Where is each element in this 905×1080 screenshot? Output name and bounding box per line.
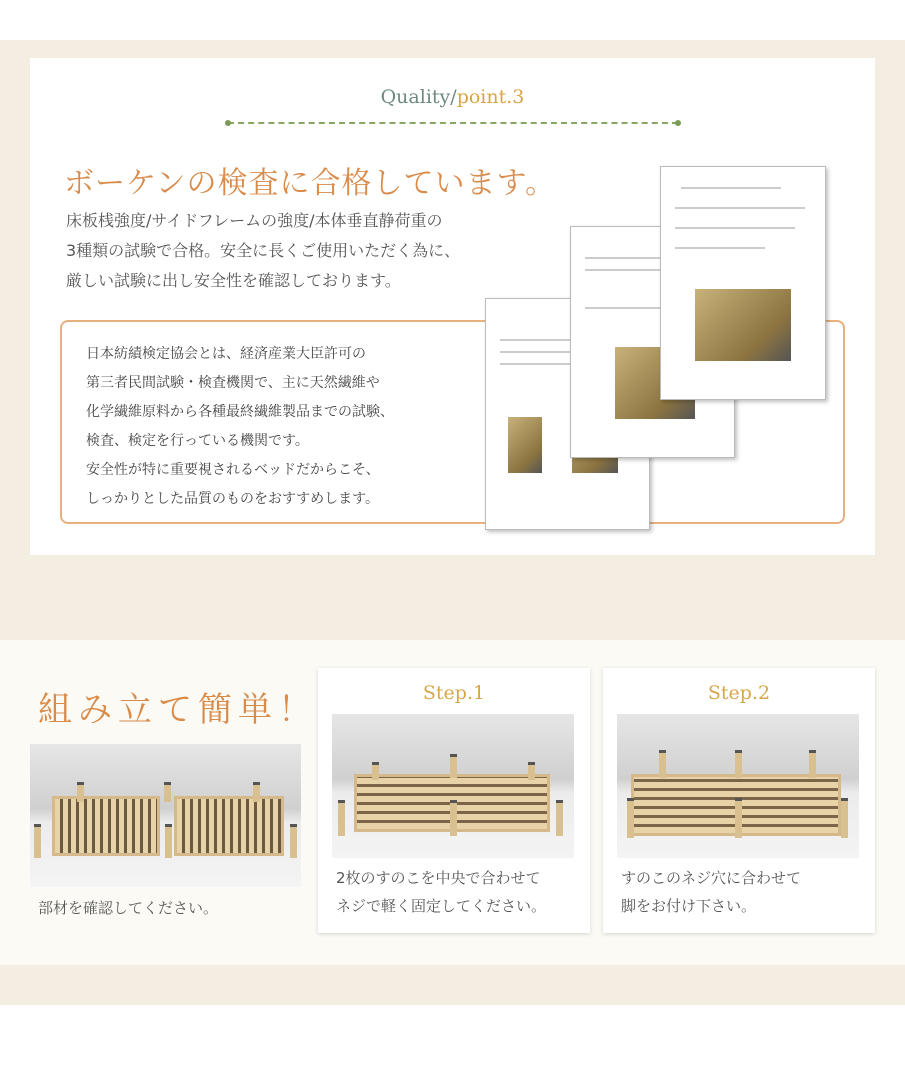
- step-2-label: Step.2: [707, 682, 771, 704]
- certificate-document-3: [660, 166, 826, 400]
- step-2-photo: [617, 714, 859, 858]
- parts-photo: [30, 744, 301, 887]
- section-divider: [0, 590, 905, 640]
- step-2-card: [603, 668, 875, 933]
- step-1-card: [318, 668, 590, 933]
- step-1-label: Step.1: [422, 682, 486, 704]
- step-1-caption: 2枚のすのこを中央で合わせて ネジで軽く固定してください。: [336, 869, 547, 915]
- section-divider-bottom: [0, 965, 905, 1005]
- quality-card: [30, 58, 875, 555]
- dotted-divider: [228, 122, 678, 124]
- parts-caption: 部材を確認してください。: [38, 899, 219, 917]
- quality-heading: ボーケンの検査に合格しています。: [64, 166, 557, 201]
- assembly-heading: 組み立て簡単！: [38, 690, 318, 730]
- quality-body: 床板桟強度/サイドフレームの強度/本体垂直静荷重の 3種類の試験で合格。安全に長くご使用いただく為に、 厳しい試験に出し安全性を確認しております。: [66, 211, 461, 290]
- info-box: 日本紡績検定協会とは、経済産業大臣許可の 第三者民間試験・検査機関で、主に天然繊維や 化学繊維原料から各種最終繊維製品までの試験、 検査、検定を行っている機関です。 安全性が特に重要視されるベッドだからこそ、 しっかりとした品質のものをおすすめします。: [60, 320, 845, 524]
- quality-title: Quality/point.3: [380, 86, 525, 108]
- step-2-caption: すのこのネジ穴に合わせて 脚をお付け下さい。: [621, 869, 802, 915]
- step-1-photo: [332, 714, 574, 858]
